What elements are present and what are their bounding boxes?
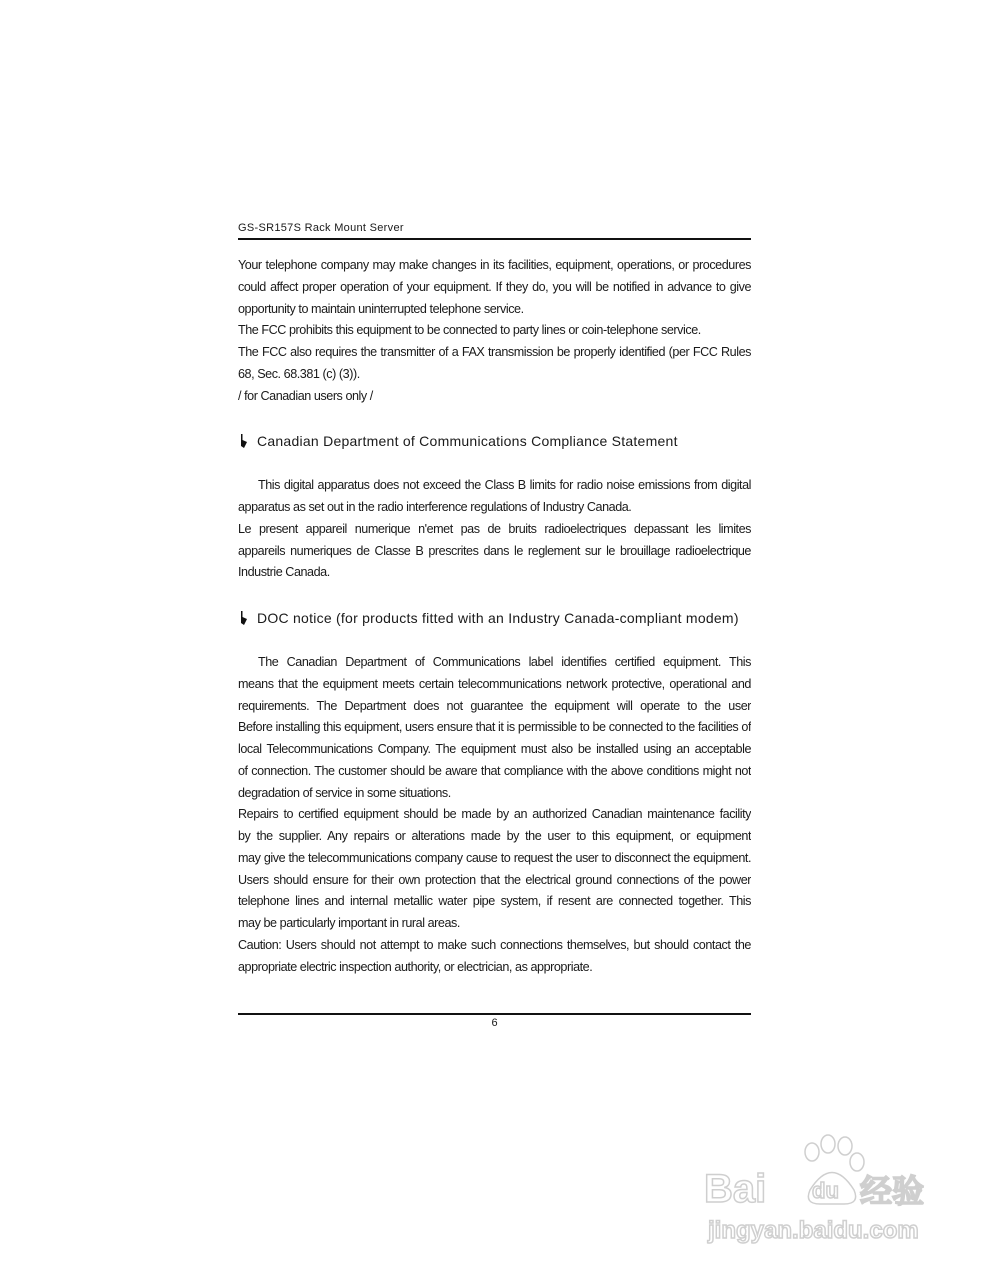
text-line: This digital apparatus does not exceed the Class B limits for radio noise emissions from digital (258, 478, 751, 493)
text-line: Repairs to certified equipment should be made by an authorized Canadian maintenance facility (238, 807, 751, 822)
text-line: requirements. The Department does not guarantee the equipment will operate to the user (238, 698, 751, 713)
text-line: appropriate electric inspection authority, or electrician, as appropriate. (238, 959, 593, 974)
text-line: Users should ensure for their own protection that the electrical ground connections of the power (238, 872, 751, 887)
text-line: of connection. The customer should be aware that compliance with the above conditions might not (238, 763, 751, 778)
section-heading-text: Canadian Department of Communications Compliance Statement (257, 432, 678, 449)
text-line: The FCC prohibits this equipment to be connected to party lines or coin-telephone service. (238, 323, 701, 338)
text-line: Before installing this equipment, users ensure that it is permissible to be connected to the facilities of (238, 720, 751, 735)
svg-text:经验: 经验 (860, 1172, 925, 1210)
text-line: opportunity to maintain uninterrupted telephone service. (238, 301, 524, 316)
page-number: 6 (491, 1017, 498, 1029)
text-line: The FCC also requires the transmitter of a FAX transmission be properly identified (per FCC Rules (238, 345, 751, 359)
text-line: could affect proper operation of your equipment. If they do, you will be notified in advance to give (238, 279, 751, 294)
text-line: telephone lines and internal metallic water pipe system, if resent are connected together. This (238, 894, 751, 909)
paragraph (238, 255, 751, 407)
text-line: may give the telecommunications company cause to request the user to disconnect the equipment. (238, 850, 751, 865)
text-line: / for Canadian users only / (238, 388, 373, 403)
text-line: Industrie Canada. (238, 565, 330, 580)
text-line: degradation of service in some situations. (238, 785, 451, 800)
pointing-hand-bullet-icon (238, 611, 248, 625)
text-line: appareils numeriques de Classe B prescrites dans le reglement sur le brouillage radioelectrique (238, 543, 751, 558)
paragraph (238, 652, 751, 978)
text-line: may be particularly important in rural areas. (238, 916, 460, 930)
svg-text:jingyan.baidu.com: jingyan.baidu.com (708, 1217, 919, 1244)
footer-rule (238, 1013, 751, 1015)
header-rule (238, 238, 751, 240)
text-line: Caution: Users should not attempt to make such connections themselves, but should contact the (238, 937, 751, 952)
text-line: Le present appareil numerique n'emet pas de bruits radioelectriques depassant les limites (238, 521, 751, 536)
text-line: by the supplier. Any repairs or alterations made by the user to this equipment, or equipment (238, 829, 751, 843)
text-line: apparatus as set out in the radio interference regulations of Industry Canada. (238, 500, 632, 514)
document-body (238, 255, 751, 978)
baidu-watermark-logo (700, 1130, 940, 1250)
text-line: The Canadian Department of Communications label identifies certified equipment. This (258, 655, 751, 669)
text-line: local Telecommunications Company. The equipment must also be installed using an acceptable (238, 742, 751, 756)
text-line: Your telephone company may make changes in its facilities, equipment, operations, or procedures (238, 258, 751, 272)
section-heading-text: DOC notice (for products fitted with an Industry Canada-compliant modem) (257, 609, 739, 626)
pointing-hand-bullet-icon (238, 434, 248, 448)
document-header: GS-SR157S Rack Mount Server (238, 222, 404, 234)
text-line: means that the equipment meets certain telecommunications network protective, operational and (238, 676, 751, 691)
section-heading (238, 607, 751, 628)
svg-text:du: du (812, 1178, 839, 1203)
text-line: 68, Sec. 68.381 (c) (3)). (238, 366, 360, 381)
paragraph (238, 475, 751, 584)
section-heading (238, 430, 751, 451)
svg-text:Bai: Bai (704, 1167, 767, 1211)
